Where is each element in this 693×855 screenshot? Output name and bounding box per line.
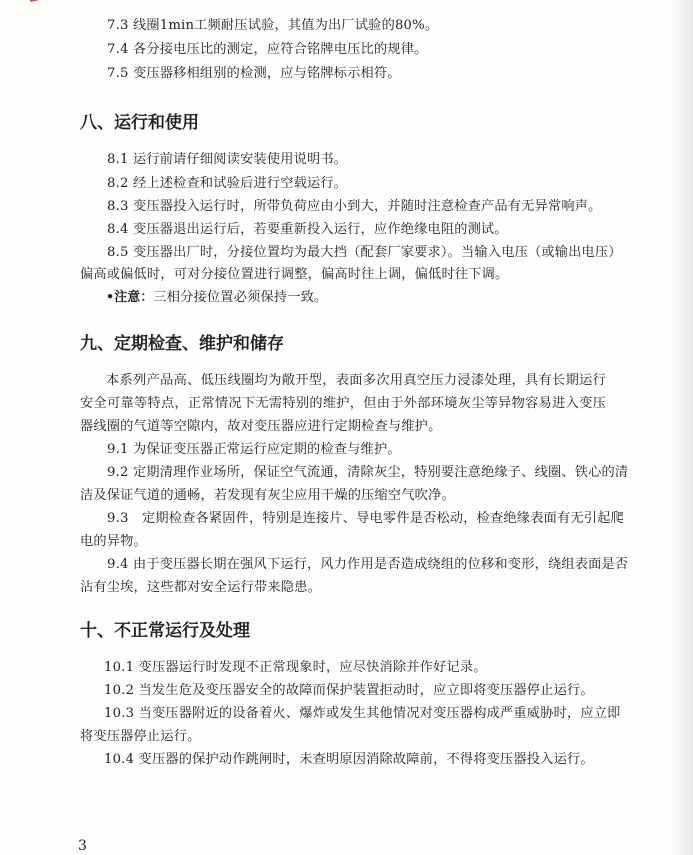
item-8-3: 8.3 变压器投入运行时，所带负荷应由小到大，并随时注意检查产品有无异常响声。 — [107, 199, 602, 214]
item-10-3-line-1: 10.3 当变压器附近的设备着火、爆炸或发生其他情况对变压器构成严重威胁时，应立即 — [104, 706, 621, 721]
note-text: 三相分接位置必须保持一致。 — [153, 290, 328, 305]
item-8-5-line-1: 8.5 变压器出厂时，分接位置均为最大挡（配套厂家要求）。当输入电压（或输出电压） — [107, 245, 622, 260]
scan-edge-shadow — [671, 0, 693, 855]
item-10-2: 10.2 当发生危及变压器安全的故障而保护装置拒动时，应立即将变压器停止运行。 — [104, 683, 594, 698]
section-9-intro-line-3: 器线圈的气道等空隙内，故对变压器应进行定期检查与维护。 — [80, 419, 442, 434]
section-9-heading: 九、定期检查、维护和储存 — [80, 334, 284, 354]
page-number: 3 — [78, 838, 87, 854]
note-label: •注意： — [106, 290, 154, 305]
item-10-3-line-2: 将变压器停止运行。 — [80, 729, 201, 744]
item-8-4: 8.4 变压器退出运行后，若要重新投入运行，应作绝缘电阻的测试。 — [107, 222, 508, 237]
item-9-1: 9.1 为保证变压器正常运行应定期的检查与维护。 — [107, 442, 401, 457]
item-10-1: 10.1 变压器运行时发现不正常现象时，应尽快消除并作好记录。 — [104, 660, 487, 675]
item-8-2: 8.2 经上述检查和试验后进行空载运行。 — [107, 176, 348, 191]
item-9-4-line-2: 沾有尘埃，这些都对安全运行带来隐患。 — [80, 580, 321, 595]
item-9-4-line-1: 9.4 由于变压器长期在强风下运行，风力作用是否造成绕组的位移和变形，绕组表面是否 — [107, 557, 629, 572]
red-corner-mark — [30, 0, 79, 12]
section-8-heading: 八、运行和使用 — [80, 113, 199, 133]
item-9-2-line-1: 9.2 定期清理作业场所，保证空气流通，清除灰尘，特别要注意绝缘子、线圈、铁心的清 — [107, 465, 629, 480]
item-7-4: 7.4 各分接电压比的测定，应符合铭牌电压比的规律。 — [107, 42, 428, 57]
section-9-intro-line-1: 本系列产品高、低压线圈均为敞开型，表面多次用真空压力浸漆处理，具有长期运行 — [106, 373, 606, 388]
item-10-4: 10.4 变压器的保护动作跳闸时，未查明原因消除故障前，不得将变压器投入运行。 — [104, 752, 594, 767]
section-10-heading: 十、不正常运行及处理 — [80, 621, 250, 641]
section-9-intro-line-2: 安全可靠等特点，正常情况下无需特别的维护，但由于外部环境灰尘等异物容易进入变压 — [80, 396, 606, 411]
note-line — [106, 289, 327, 307]
item-7-5: 7.5 变压器移相组别的检测，应与铭牌标示相符。 — [107, 66, 401, 81]
item-9-2-line-2: 洁及保证气道的通畅，若发现有灰尘应用干燥的压缩空气吹净。 — [80, 488, 455, 503]
item-7-3: 7.3 线圈1min工频耐压试验，其值为出厂试验的80%。 — [107, 18, 439, 33]
item-9-3-line-2: 电的异物。 — [80, 534, 147, 549]
item-8-1: 8.1 运行前请仔细阅读安装使用说明书。 — [107, 152, 348, 167]
item-8-5-line-2: 偏高或偏低时，可对分接位置进行调整，偏高时往上调，偏低时往下调。 — [80, 267, 509, 282]
item-9-3-line-1: 9.3 定期检查各紧固件，特别是连接片、导电零件是否松动，检查绝缘表面有无引起爬 — [107, 511, 624, 526]
